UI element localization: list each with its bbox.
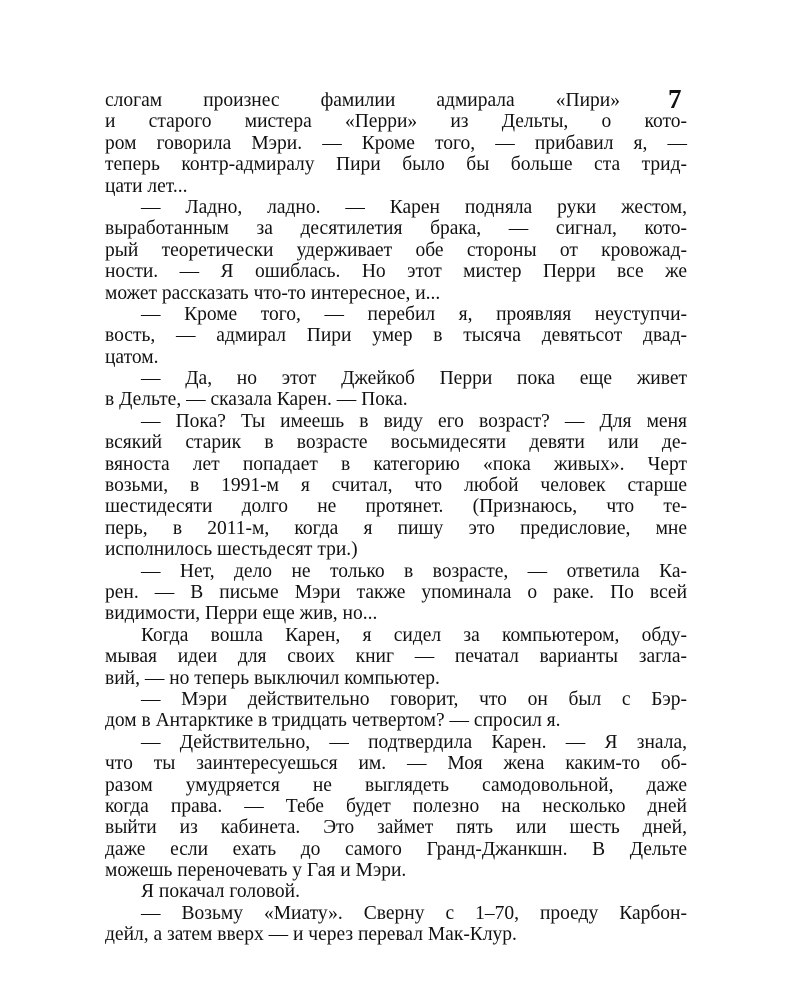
text-line: выработанным за десятилетия брака, — сигнал, кото- (105, 218, 687, 240)
text-line: Когда вошла Карен, я сидел за компьютером, обду- (141, 624, 687, 646)
text-line: — Да, но этот Джейкоб Перри пока еще живет (141, 368, 687, 390)
text-line: рен. — В письме Мэри также упоминала о раке. По всей (105, 581, 687, 603)
text-line: дейл, а затем вверх — и через перевал Мак-Клур. (105, 924, 517, 946)
text-line: шестидесяти долго не протянет. (Признаюсь, что те- (105, 496, 687, 518)
text-line: можешь переночевать у Гая и Мэри. (105, 860, 407, 882)
text-line: ности. — Я ошиблась. Но этот мистер Перри все же (105, 261, 687, 283)
text-line: цати лет... (105, 175, 188, 197)
text-line: когда права. — Тебе будет полезно на несколько дней (105, 795, 687, 817)
text-line: дом в Антарктике в тридцать четвертом? — спросил я. (105, 710, 561, 732)
text-line: — Кроме того, — перебил я, проявляя неуступчи- (141, 303, 687, 325)
text-line: что ты заинтересуешься им. — Моя жена каким-то об- (105, 753, 687, 775)
text-line: слогам произнес фамилии адмирала «Пири» (105, 90, 620, 111)
text-line: рый теоретически удерживает обе стороны от кровожад- (105, 239, 687, 261)
text-line: исполнилось шестьдесят три.) (105, 539, 358, 561)
text-line: видимости, Перри еще жив, но... (105, 603, 378, 625)
text-line: и старого мистера «Перри» из Дельты, о кото- (105, 111, 687, 133)
text-line: вость, — адмирал Пири умер в тысяча девятьсот двад- (105, 325, 687, 347)
text-line: — Мэри действительно говорит, что он был с Бэр- (141, 688, 687, 710)
text-line: цатом. (105, 346, 159, 368)
text-line: — Действительно, — подтвердила Карен. — Я знала, (141, 731, 687, 753)
text-line: — Пока? Ты имеешь в виду его возраст? — Для меня (141, 410, 687, 432)
text-line: Я покачал головой. (141, 881, 300, 903)
text-line: ром говорила Мэри. — Кроме того, — прибавил я, — (105, 132, 687, 154)
text-line: — Нет, дело не только в возрасте, — ответила Ка- (141, 560, 687, 582)
text-line: даже если ехать до самого Гранд-Джанкшн. В Дельте (105, 838, 687, 860)
text-line: выйти из кабинета. Это займет пять или шесть дней, (105, 817, 687, 839)
text-line: разом умудряется не выглядеть самодовольной, даже (105, 774, 687, 796)
text-line: мывая идеи для своих книг — печатал варианты загла- (105, 646, 687, 668)
text-line: перь, в 2011-м, когда я пишу это предисловие, мне (105, 517, 687, 539)
text-line: — Возьму «Миату». Сверну с 1–70, проеду Карбон- (141, 902, 687, 924)
text-line: — Ладно, ладно. — Карен подняла руки жестом, (141, 196, 687, 218)
text-line: может рассказать что-то интересное, и... (105, 282, 441, 304)
text-line: в Дельте, — сказала Карен. — Пока. (105, 389, 408, 411)
page-number: 7 (668, 84, 682, 114)
text-line: вий, — но теперь выключил компьютер. (105, 667, 440, 689)
text-line: всякий старик в возрасте восьмидесяти девяти или де- (105, 432, 687, 454)
text-line: возьми, в 1991-м я считал, что любой человек старше (105, 475, 687, 497)
text-line: теперь контр-адмиралу Пири было бы больше ста трид- (105, 154, 687, 176)
body-text (105, 90, 687, 946)
text-line: вяноста лет попадает в категорию «пока живых». Черт (105, 453, 687, 475)
